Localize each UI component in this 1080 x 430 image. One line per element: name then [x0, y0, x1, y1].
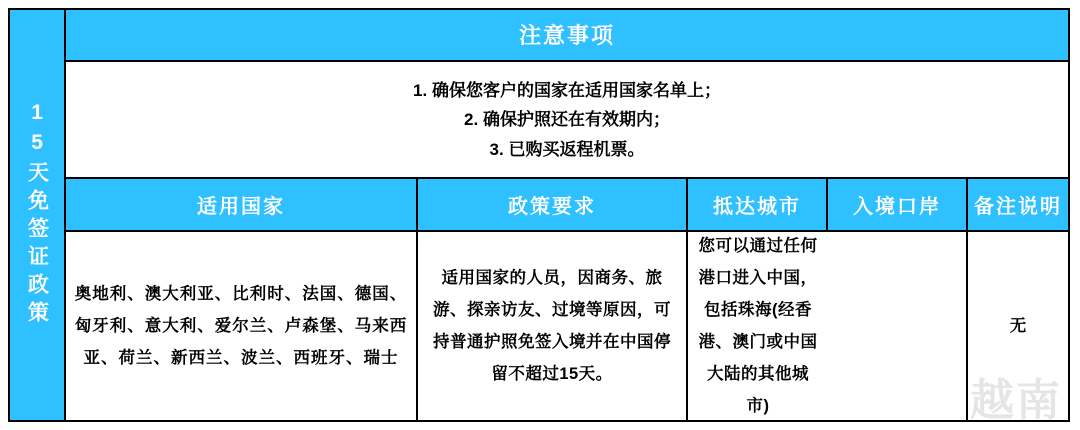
side-title-text: 15天免签证政策: [25, 101, 49, 329]
cell-entry-port: [828, 232, 968, 420]
cell-countries: 奥地利、澳大利亚、比利时、法国、德国、匈牙利、意大利、爱尔兰、卢森堡、马来西亚、荷兰、新西兰、波兰、西班牙、瑞士: [66, 232, 418, 420]
note-item: 3. 已购买返程机票。: [489, 140, 645, 159]
side-title-column: [8, 8, 64, 422]
table-title: 注意事项: [518, 23, 615, 49]
cell-arrival-city-part1: 您可以通过任何港口进入中国，包括珠海(经香港、澳门或中国大陆的其他城市): [698, 236, 818, 416]
column-header-arrival-city: 抵达城市: [688, 179, 828, 230]
cell-policy: 适用国家的人员，因商务、旅游、探亲访友、过境等原因，可持普通护照免签入境并在中国停留不超过15天。: [418, 232, 688, 420]
column-header-countries: 适用国家: [66, 179, 418, 230]
column-header-entry-port: 入境口岸: [828, 179, 968, 230]
table-title-row: [66, 10, 1068, 62]
column-header-remark: 备注说明: [974, 195, 1062, 218]
note-item: 1. 确保您客户的国家在适用国家名单上；: [413, 80, 721, 100]
note-item: 2. 确保护照还在有效期内；: [464, 110, 670, 130]
notes-row: [66, 62, 1068, 179]
column-header-policy: 政策要求: [418, 179, 688, 230]
policy-table: [64, 8, 1070, 422]
notes-list: [66, 76, 1068, 165]
cell-remark: 无: [1009, 316, 1027, 335]
table-row: [66, 232, 1068, 420]
table-header-row: [66, 179, 1068, 232]
